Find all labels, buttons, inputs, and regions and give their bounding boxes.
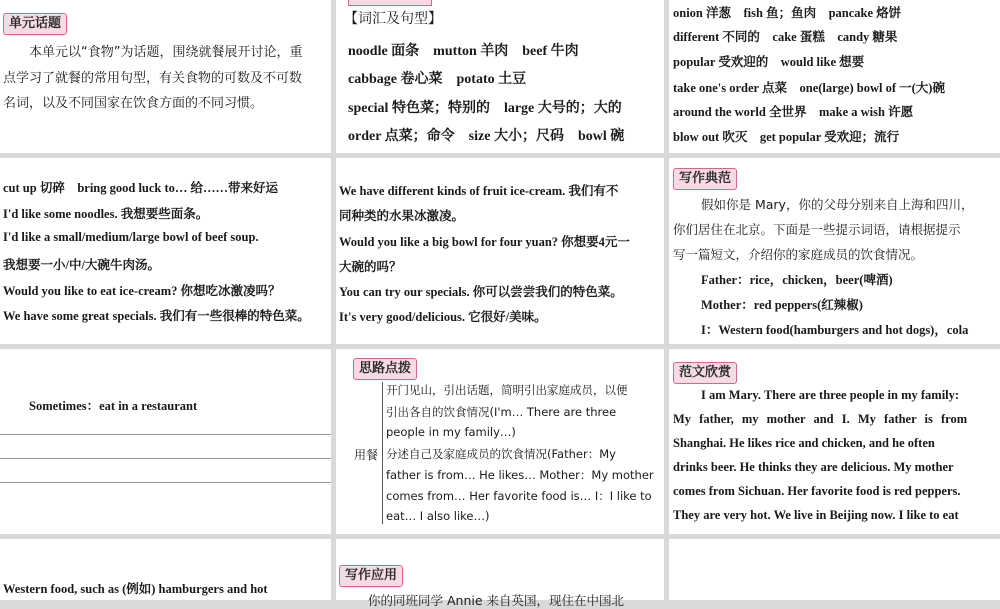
topic-line-1: 本单元以“食物”为话题，围绕就餐展开讨论，重: [29, 45, 303, 60]
essay-line-1: I am Mary. There are three people in my family:: [701, 388, 960, 402]
approach-tag: 思路点拨: [353, 358, 417, 380]
hint-father: Father：rice，chicken，beer(啤酒): [701, 273, 893, 287]
essay-line-2: My father, my mother and I. My father is from: [673, 412, 968, 426]
hint-me: I：Western food(hamburgers and hot dogs)，cola: [701, 323, 969, 337]
vocab-panel-2: [669, 0, 1000, 153]
vocab2-line-4: take one's order 点菜 one(large) bowl of 一(大)碗: [673, 81, 945, 95]
approach-line-2: 引出各自的饮食情况(I'm… There are three: [386, 405, 617, 419]
vocab2-line-5: around the world 全世界 make a wish 许愿: [673, 105, 914, 119]
hint-continued-panel: [0, 349, 331, 534]
vocab2-line-2: different 不同的 cake 蛋糕 candy 糖果: [673, 30, 898, 44]
approach-panel: [336, 349, 664, 534]
practice-line-1: 你的同班同学 Annie 来自英国，现住在中国北: [368, 593, 625, 608]
sentence-line-1: We have different kinds of fruit ice-cream. 我们有不: [339, 184, 619, 198]
topic-line-2: 点学习了就餐的常用句型，有关食物的可数及不可数: [3, 71, 303, 86]
essay-line-4: drinks beer. He thinks they are delicious. My mother: [673, 460, 954, 474]
essay-line-5: comes from Sichuan. Her favorite food is red peppers.: [673, 484, 961, 498]
sentence-line-6: It's very good/delicious. 它很好/美味。: [339, 310, 547, 324]
model-writing-panel: [669, 158, 1000, 344]
approach-bracket: [382, 382, 383, 524]
phrases-panel: [0, 158, 331, 344]
vocab-panel: [336, 0, 664, 153]
hint-continued-panel-2: [0, 539, 331, 600]
phrase-line-6: We have some great specials. 我们有一些很棒的特色菜。: [3, 309, 310, 323]
hint-western-food: Western food, such as (例如) hamburgers and hot: [3, 582, 268, 596]
vocab-line-4: order 点菜；命令 size 大小；尺码 bowl 碗: [348, 129, 625, 144]
task-line-3: 写一篇短文，介绍你的家庭成员的饮食情况。: [673, 247, 924, 262]
phrase-line-1: cut up 切碎 bring good luck to… 给……带来好运: [3, 181, 279, 195]
sentence-line-2: 同种类的水果冰激凌。: [339, 209, 465, 223]
phrase-line-5: Would you like to eat ice-cream? 你想吃冰激凌吗？: [3, 284, 281, 298]
approach-line-7: eat… I also like…): [386, 509, 490, 523]
approach-line-3: people in my family…): [386, 425, 516, 439]
vocab-line-1: noodle 面条 mutton 羊肉 beef 牛肉: [348, 44, 579, 59]
approach-line-6: comes from… Her favorite food is… I：I like to: [386, 489, 652, 503]
hint-mother: Mother：red peppers(红辣椒): [701, 298, 863, 312]
topic-panel: [0, 0, 331, 153]
task-line-1: 假如你是 Mary，你的父母分别来自上海和四川，: [701, 197, 974, 212]
approach-line-1: 开门见山，引出话题，简明引出家庭成员，以便: [386, 383, 628, 397]
sentences-panel: [336, 158, 664, 344]
vocab2-line-6: blow out 吹灭 get popular 受欢迎；流行: [673, 130, 900, 144]
sample-essay-panel: [669, 349, 1000, 534]
writing-practice-tag: 写作应用: [339, 565, 403, 587]
answer-line-3: [0, 482, 331, 483]
approach-side-label: 用餐: [354, 448, 379, 462]
phrase-line-3: I'd like a small/medium/large bowl of beef soup.: [3, 230, 259, 244]
empty-panel: [669, 539, 1000, 600]
phrase-line-4: 我想要一小/中/大碗牛肉汤。: [3, 258, 160, 272]
phrase-line-2: I'd like some noodles. 我想要些面条。: [3, 207, 209, 221]
task-line-2: 你们居住在北京。下面是一些提示词语，请根据提示: [673, 222, 961, 237]
sentence-line-3: Would you like a big bowl for four yuan? 你想要4元一: [339, 235, 630, 249]
approach-line-5: father is from… He likes… Mother：My mother: [386, 468, 654, 482]
vocab2-line-3: popular 受欢迎的 would like 想要: [673, 55, 865, 69]
topic-tag: 单元话题: [3, 13, 67, 35]
hint-sometimes: Sometimes：eat in a restaurant: [29, 399, 198, 413]
sentence-line-5: You can try our specials. 你可以尝尝我们的特色菜。: [339, 285, 623, 299]
answer-line-1: [0, 434, 331, 435]
model-writing-tag: 写作典范: [673, 168, 737, 190]
vocab-line-2: cabbage 卷心菜 potato 土豆: [348, 72, 527, 87]
writing-practice-panel: [336, 539, 664, 608]
vocab-heading: 【词汇及句型】: [344, 11, 442, 27]
answer-line-2: [0, 458, 331, 459]
vocab-line-3: special 特色菜；特别的 large 大号的；大的: [348, 101, 622, 116]
essay-line-3: Shanghai. He likes rice and chicken, and he often: [673, 436, 935, 450]
approach-line-4: 分述自己及家庭成员的饮食情况(Father：My: [386, 447, 616, 461]
sentence-line-4: 大碗的吗？: [339, 260, 402, 274]
sample-essay-tag: 范文欣赏: [673, 362, 737, 384]
topic-line-3: 名词，以及不同国家在饮食方面的不同习惯。: [3, 96, 264, 111]
vocab2-line-1: onion 洋葱 fish 鱼；鱼肉 pancake 烙饼: [673, 6, 902, 20]
essay-line-6: They are very hot. We live in Beijing now. I like to eat: [673, 508, 959, 522]
